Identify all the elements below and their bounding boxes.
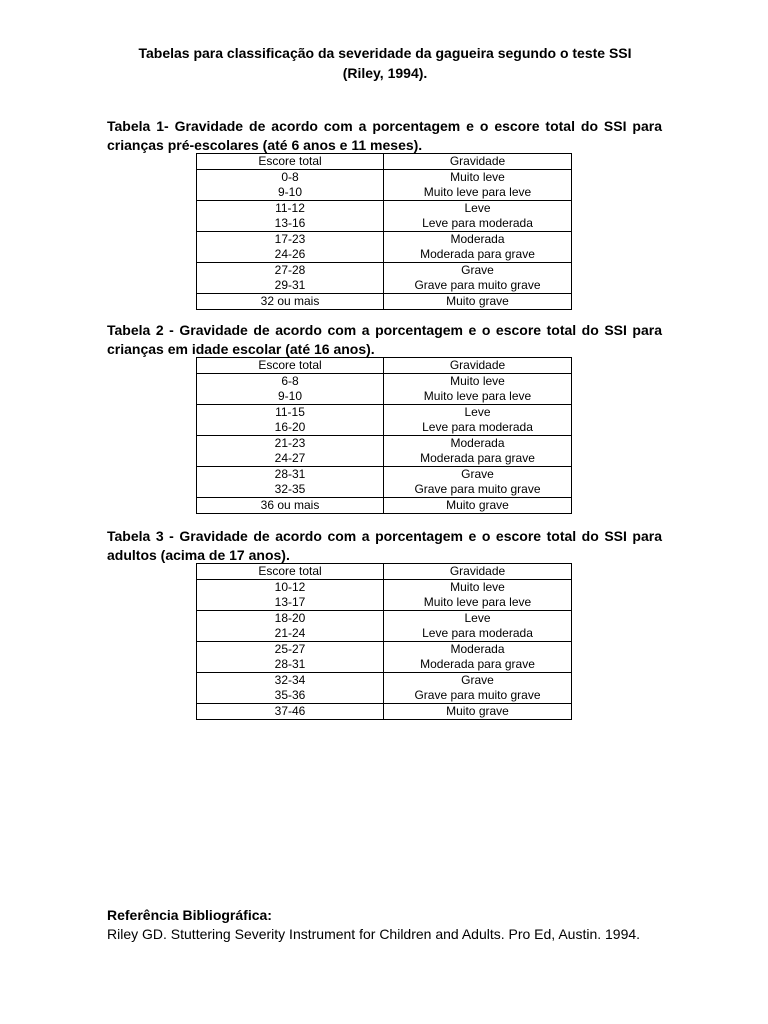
table-row (197, 405, 572, 421)
table-row (197, 626, 572, 642)
severity-cell: Leve (384, 405, 572, 421)
table-row (197, 263, 572, 279)
severity-cell: Leve (384, 201, 572, 217)
table-row (197, 278, 572, 294)
table-row (197, 595, 572, 611)
table-row (197, 170, 572, 186)
table-2 (196, 357, 572, 514)
severity-cell: Grave para muito grave (384, 688, 572, 704)
score-cell: 9-10 (197, 185, 384, 201)
table-header-row (197, 154, 572, 170)
score-cell: 9-10 (197, 389, 384, 405)
table-row (197, 688, 572, 704)
score-cell: 13-17 (197, 595, 384, 611)
table-1-caption: Tabela 1- Gravidade de acordo com a porcentagem e o escore total do SSI para crianças pré-escolares (até 6 anos e 11 meses). (107, 118, 662, 153)
severity-cell: Grave (384, 263, 572, 279)
severity-cell: Leve (384, 611, 572, 627)
severity-cell: Muito leve para leve (384, 389, 572, 405)
score-cell: 21-23 (197, 436, 384, 452)
score-cell: 13-16 (197, 216, 384, 232)
table-row (197, 451, 572, 467)
header-escore: Escore total (197, 154, 384, 170)
score-cell: 32-35 (197, 482, 384, 498)
severity-cell: Moderada para grave (384, 451, 572, 467)
score-cell: 6-8 (197, 374, 384, 390)
table-3-caption: Tabela 3 - Gravidade de acordo com a porcentagem e o escore total do SSI para adultos (acima de 17 anos). (107, 528, 662, 563)
table-row (197, 294, 572, 310)
severity-cell: Moderada (384, 642, 572, 658)
severity-cell: Muito grave (384, 704, 572, 720)
severity-cell: Muito leve para leve (384, 185, 572, 201)
table-2-caption: Tabela 2 - Gravidade de acordo com a porcentagem e o escore total do SSI para crianças em idade escolar (até 16 anos). (107, 322, 662, 357)
score-cell: 18-20 (197, 611, 384, 627)
table-row (197, 498, 572, 514)
header-gravidade: Gravidade (384, 358, 572, 374)
title-line-2: (Riley, 1994). (342, 65, 428, 81)
score-cell: 11-12 (197, 201, 384, 217)
table-row (197, 216, 572, 232)
title-line-1: Tabelas para classificação da severidade da gagueira segundo o teste SSI (138, 45, 632, 61)
table-row (197, 374, 572, 390)
table-3 (196, 563, 572, 720)
severity-cell: Leve para moderada (384, 216, 572, 232)
table-row (197, 611, 572, 627)
table-header-row (197, 358, 572, 374)
document-title (107, 43, 663, 83)
table-row (197, 247, 572, 263)
score-cell: 32-34 (197, 673, 384, 689)
score-cell: 0-8 (197, 170, 384, 186)
table-row (197, 201, 572, 217)
score-cell: 11-15 (197, 405, 384, 421)
severity-cell: Muito leve (384, 170, 572, 186)
severity-cell: Leve para moderada (384, 420, 572, 436)
severity-cell: Moderada para grave (384, 657, 572, 673)
score-cell: 37-46 (197, 704, 384, 720)
severity-cell: Moderada (384, 436, 572, 452)
header-gravidade: Gravidade (384, 564, 572, 580)
score-cell: 36 ou mais (197, 498, 384, 514)
header-escore: Escore total (197, 564, 384, 580)
table-row (197, 436, 572, 452)
severity-cell: Muito grave (384, 498, 572, 514)
table-row (197, 467, 572, 483)
severity-cell: Muito leve para leve (384, 595, 572, 611)
score-cell: 35-36 (197, 688, 384, 704)
header-gravidade: Gravidade (384, 154, 572, 170)
table-row (197, 642, 572, 658)
severity-cell: Grave (384, 467, 572, 483)
score-cell: 17-23 (197, 232, 384, 248)
severity-cell: Muito grave (384, 294, 572, 310)
score-cell: 32 ou mais (197, 294, 384, 310)
severity-cell: Grave para muito grave (384, 278, 572, 294)
reference-text: Riley GD. Stuttering Severity Instrument for Children and Adults. Pro Ed, Austin. 1994. (107, 926, 641, 942)
table-header-row (197, 564, 572, 580)
score-cell: 25-27 (197, 642, 384, 658)
score-cell: 16-20 (197, 420, 384, 436)
severity-cell: Muito leve (384, 374, 572, 390)
table-row (197, 580, 572, 596)
table-row (197, 420, 572, 436)
score-cell: 24-27 (197, 451, 384, 467)
score-cell: 28-31 (197, 657, 384, 673)
severity-cell: Moderada para grave (384, 247, 572, 263)
table-row (197, 232, 572, 248)
reference-heading: Referência Bibliográfica: (107, 907, 272, 923)
score-cell: 28-31 (197, 467, 384, 483)
score-cell: 21-24 (197, 626, 384, 642)
severity-cell: Leve para moderada (384, 626, 572, 642)
severity-cell: Moderada (384, 232, 572, 248)
severity-cell: Grave (384, 673, 572, 689)
table-row (197, 389, 572, 405)
table-row (197, 704, 572, 720)
score-cell: 27-28 (197, 263, 384, 279)
table-row (197, 673, 572, 689)
table-row (197, 657, 572, 673)
score-cell: 24-26 (197, 247, 384, 263)
table-1 (196, 153, 572, 310)
table-row (197, 185, 572, 201)
severity-cell: Grave para muito grave (384, 482, 572, 498)
score-cell: 29-31 (197, 278, 384, 294)
header-escore: Escore total (197, 358, 384, 374)
table-row (197, 482, 572, 498)
severity-cell: Muito leve (384, 580, 572, 596)
score-cell: 10-12 (197, 580, 384, 596)
